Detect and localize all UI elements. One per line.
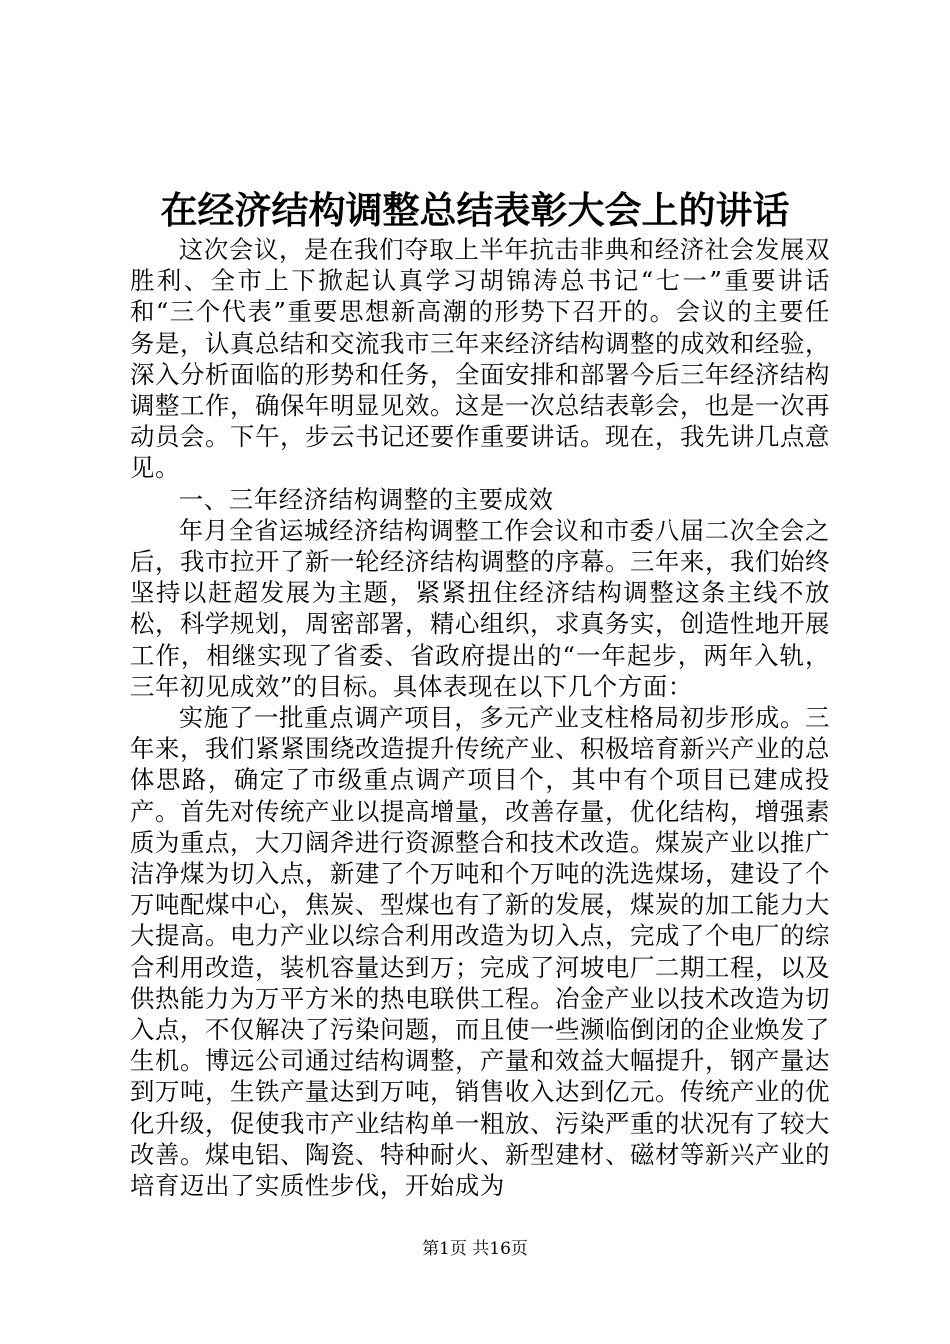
paragraph-background: 年月全省运城经济结构调整工作会议和市委八届二次全会之后，我市拉开了新一轮经济结构调整的序幕。三年来，我们始终坚持以赶超发展为主题，紧紧扭住经济结构调整这条主线不放松，科学规划，周密部署，精心组织，求真务实，创造性地开展工作，相继实现了省委、省政府提出的“一年起步，两年入轨，三年初见成效”的目标。具体表现在以下几个方面： [130,515,830,701]
page-number-footer: 第1页 共16页 [422,1239,528,1259]
document-title: 在经济结构调整总结表彰大会上的讲话 [160,188,790,232]
section-heading: 一、三年经济结构调整的主要成效 [178,484,554,514]
paragraph-projects: 实施了一批重点调产项目，多元产业支柱格局初步形成。三年来，我们紧紧围绕改造提升传统产业、积极培育新兴产业的总体思路，确定了市级重点调产项目个，其中有个项目已建成投产。首先对传统产业以提高增量，改善存量，优化结构，增强素质为重点，大刀阔斧进行资源整合和技术改造。煤炭产业以推广洁净煤为切入点，新建了个万吨和个万吨的洗选煤场，建设了个万吨配煤中心，焦炭、型煤也有了新的发展，煤炭的加工能力大大提高。电力产业以综合利用改造为切入点，完成了个电厂的综合利用改造，装机容量达到万；完成了河坡电厂二期工程，以及供热能力为万平方米的热电联供工程。冶金产业以技术改造为切入点，不仅解决了污染问题，而且使一些濒临倒闭的企业焕发了生机。博远公司通过结构调整，产量和效益大幅提升，钢产量达到万吨，生铁产量达到万吨，销售收入达到亿元。传统产业的优化升级，促使我市产业结构单一粗放、污染严重的状况有了较大改善。煤电铝、陶瓷、特种耐火、新型建材、磁材等新兴产业的培育迈出了实质性步伐，开始成为 [130,703,830,1201]
paragraph-intro: 这次会议，是在我们夺取上半年抗击非典和经济社会发展双胜利、全市上下掀起认真学习胡锦涛总书记“七一”重要讲话和“三个代表”重要思想新高潮的形势下召开的。会议的主要任务是，认真总结和交流我市三年来经济结构调整的成效和经验，深入分析面临的形势和任务，全面安排和部署今后三年经济结构调整工作，确保年明显见效。这是一次总结表彰会，也是一次再动员会。下午，步云书记还要作重要讲话。现在，我先讲几点意见。 [130,235,830,483]
document-body [130,234,830,1201]
